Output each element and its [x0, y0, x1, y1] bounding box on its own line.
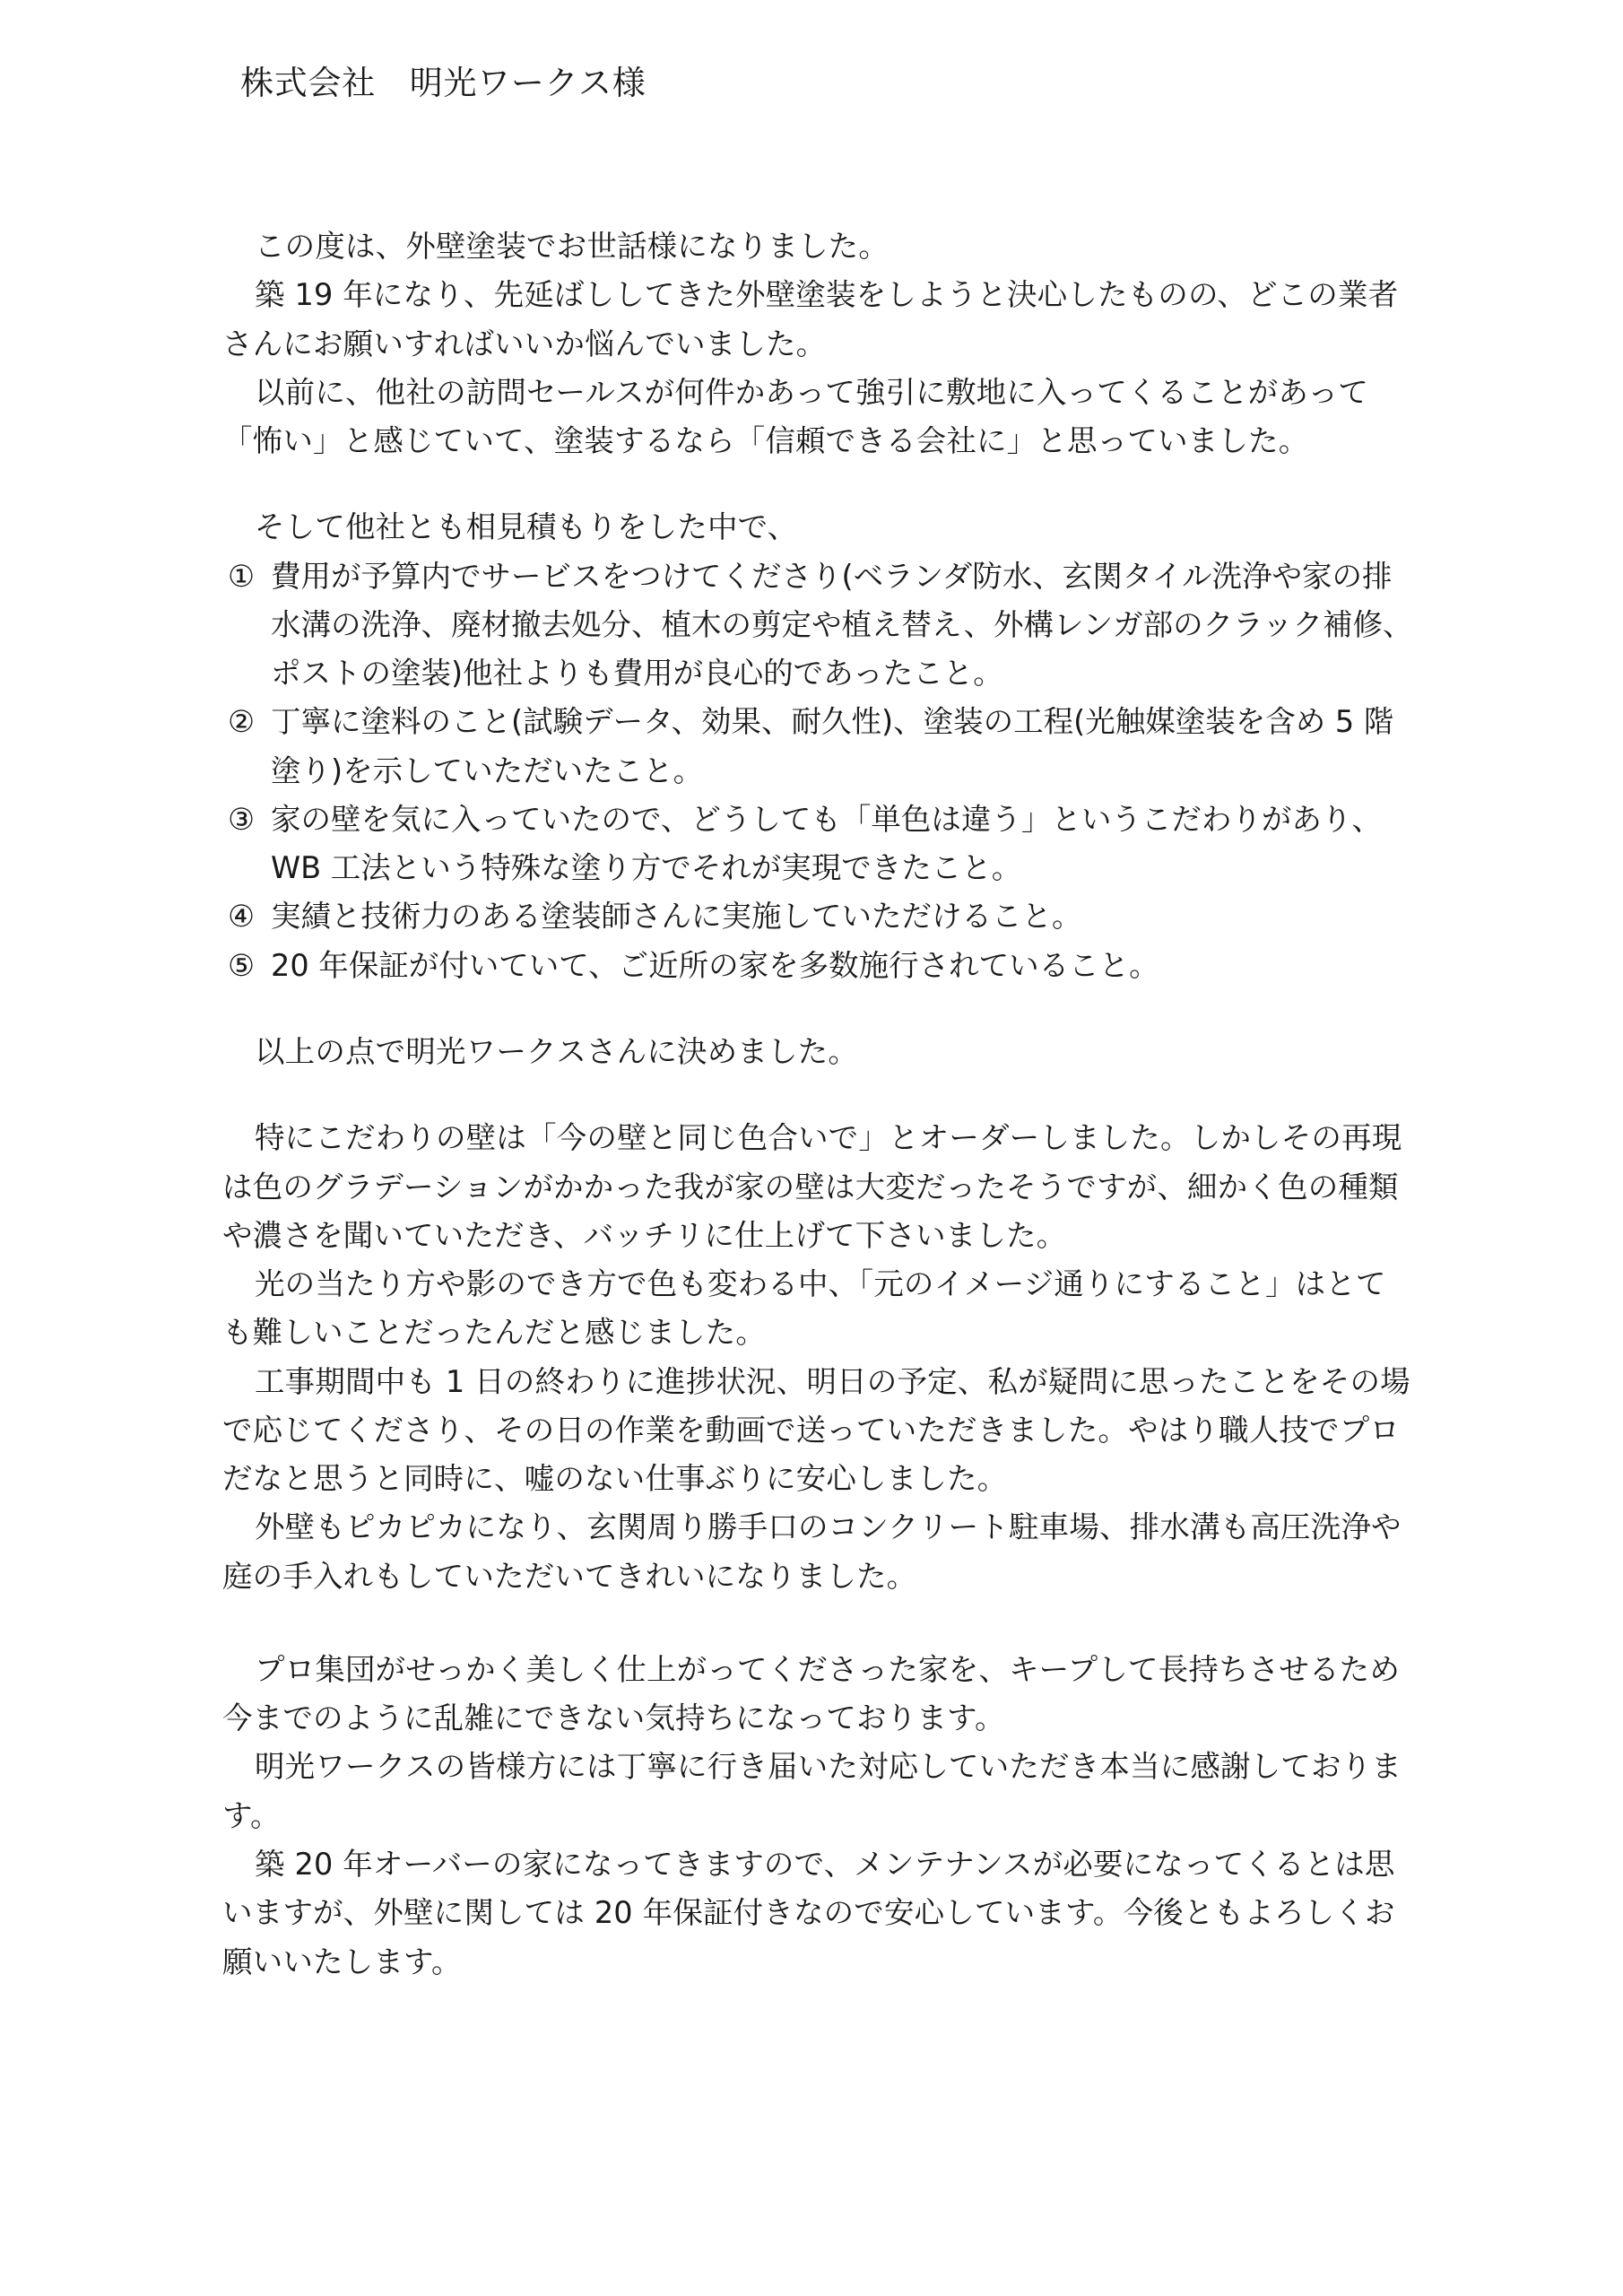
- list-item: [222, 942, 1415, 990]
- addressee-line: 株式会社 明光ワークス様: [240, 64, 647, 102]
- spacer: [222, 1076, 1415, 1114]
- middle-paragraph-1: 特にこだわりの壁は「今の壁と同じ色合いで」とオーダーしました。しかしその再現は色のグラデーションがかかった我が家の壁は大変だったそうですが、細かく色の種類や濃さを聞いていただき、バッチリに仕上げて下さいました。: [222, 1120, 1402, 1253]
- intro-paragraph-2: 築 19 年になり、先延ばししてきた外壁塗装をしようと決心したものの、どこの業者さんにお願いすればいいか悩んでいました。: [222, 277, 1399, 361]
- list-item: [222, 892, 1415, 941]
- list-marker: ③: [228, 801, 256, 837]
- intro-paragraph-1: この度は、外壁塗装でお世話様になりました。: [255, 229, 890, 264]
- list-marker: ④: [228, 899, 256, 935]
- middle-paragraph-2: 光の当たり方や影のでき方で色も変わる中、「元のイメージ通りにすること」はとても難しいことだったんだと感じました。: [222, 1266, 1386, 1351]
- list-item-text: 費用が予算内でサービスをつけてくださり(ベランダ防水、玄関タイル洗浄や家の排水溝の洗浄、廃材撤去処分、植木の剪定や植え替え、外構レンガ部のクラック補修、ポストの塗装)他社よりも費用が良心的であったこと。: [271, 558, 1413, 691]
- list-marker: ①: [228, 558, 256, 594]
- spacer: [222, 1601, 1415, 1646]
- list-item-text: 20 年保証が付いていて、ご近所の家を多数施行されていること。: [271, 947, 1159, 983]
- decision-paragraph: 以上の点で明光ワークスさんに決めました。: [255, 1033, 859, 1069]
- closing-paragraph-3: 築 20 年オーバーの家になってきますので、メンテナンスが必要になってくるとは思いますが、外壁に関しては 20 年保証付きなので安心しています。今後ともよろしくお願いいたします。: [222, 1846, 1395, 1979]
- list-marker: ②: [228, 704, 256, 740]
- list-marker: ⑤: [228, 947, 256, 983]
- middle-paragraph-4: 外壁もピカピカになり、玄関周り勝手口のコンクリート駐車場、排水溝も高圧洗浄や庭の手入れもしていただいてきれいになりました。: [222, 1509, 1402, 1594]
- closing-paragraph-1: プロ集団がせっかく美しく仕上がってくださった家を、キープして長持ちさせるため今までのように乱雑にできない気持ちになっております。: [222, 1651, 1401, 1736]
- intro-paragraph-3: 以前に、他社の訪問セールスが何件かあって強引に敷地に入ってくることがあって「怖い」と感じていて、塗装するなら「信頼できる会社に」と思っていました。: [222, 374, 1369, 459]
- spacer: [222, 465, 1415, 503]
- reasons-list: [222, 552, 1415, 990]
- list-item: [222, 698, 1415, 796]
- closing-paragraph-2: 明光ワークスの皆様方には丁寧に行き届いた対応していただき本当に感謝しております。: [222, 1749, 1402, 1833]
- list-item-text: 家の壁を気に入っていたので、どうしても「単色は違う」というこだわりがあり、WB 工法という特殊な塗り方でそれが実現できたこと。: [271, 801, 1382, 886]
- reasons-lead-in: そして他社とも相見積もりをした中で、: [255, 509, 798, 545]
- list-item-text: 丁寧に塗料のこと(試験データ、効果、耐久性)、塗装の工程(光触媒塗装を含め 5 階塗り)を示していただいたこと。: [271, 704, 1394, 788]
- list-item: [222, 796, 1415, 893]
- letter-body: [222, 222, 1415, 1987]
- list-item-text: 実績と技術力のある塗装師さんに実施していただけること。: [271, 899, 1082, 935]
- middle-paragraph-3: 工事期間中も 1 日の終わりに進捗状況、明日の予定、私が疑問に思ったことをその場で応じてくださり、その日の作業を動画で送っていただきました。やはり職人技でプロだなと思うと同時に、嘘のない仕事ぶりに安心しました。: [222, 1363, 1410, 1497]
- spacer: [222, 990, 1415, 1028]
- list-item: [222, 552, 1415, 699]
